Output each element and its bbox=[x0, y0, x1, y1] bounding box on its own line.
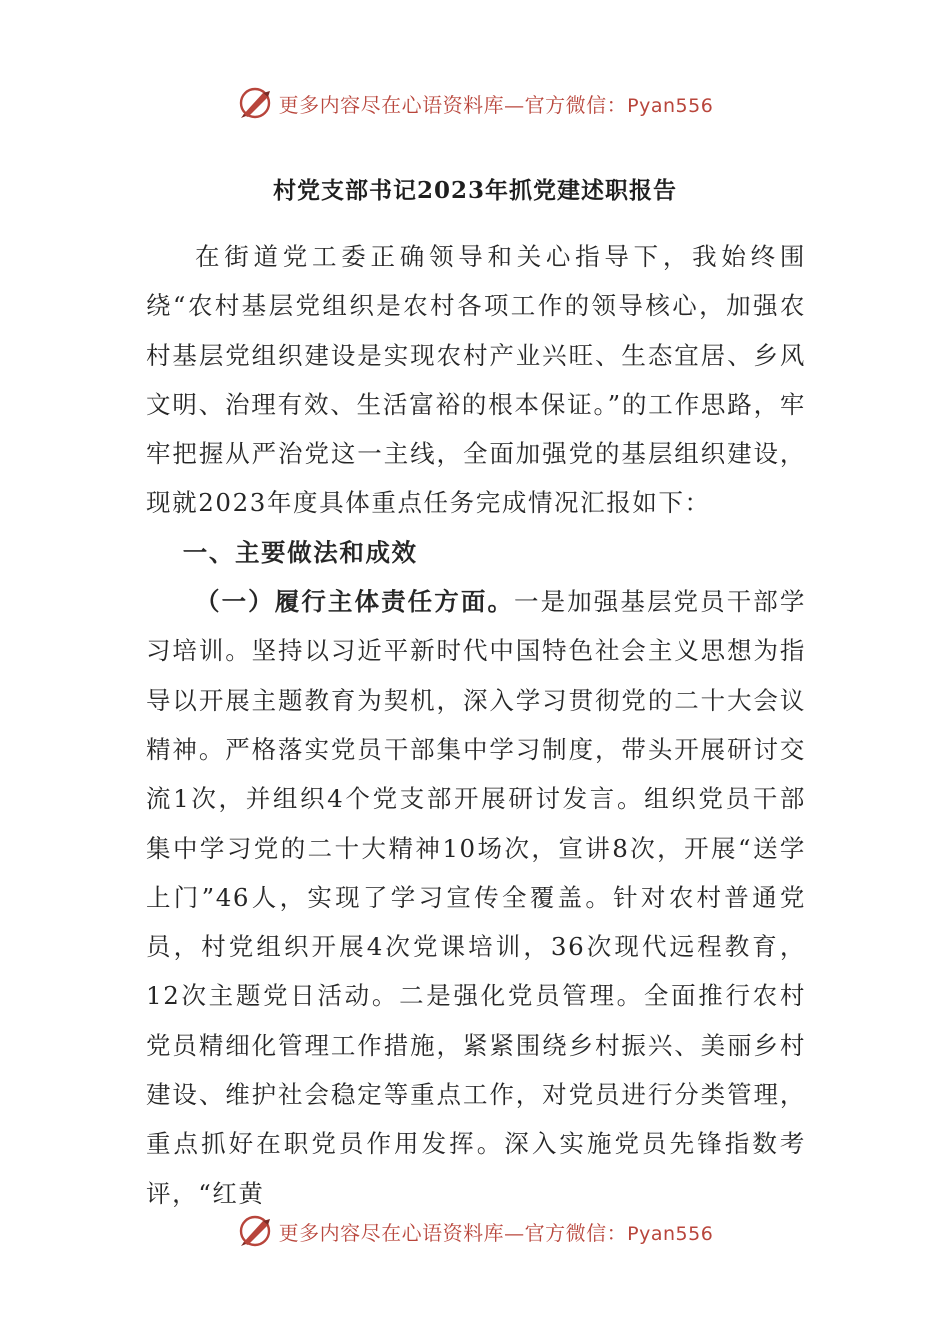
watermark-banner-bottom bbox=[0, 1208, 950, 1254]
watermark-brand: Pyan556 bbox=[627, 94, 714, 117]
watermark-text: 更多内容尽在心语资料库—官方微信：Pyan556 bbox=[278, 92, 714, 117]
subsection-lead: （一）履行主体责任方面。 bbox=[195, 587, 515, 617]
watermark-brand: Pyan556 bbox=[627, 1222, 714, 1245]
document-title: 村党支部书记2023年抓党建述职报告 bbox=[272, 177, 677, 204]
watermark-text: 更多内容尽在心语资料库—官方微信：Pyan556 bbox=[278, 1220, 714, 1245]
subsection-paragraph bbox=[146, 577, 806, 1218]
subsection-body: 一是加强基层党员干部学习培训。坚持以习近平新时代中国特色社会主义思想为指导以开展主题教育为契机，深入学习贯彻党的二十大会议精神。严格落实党员干部集中学习制度，带头开展研讨交流1次，并组织4个党支部开展研讨发言。组织党员干部集中学习党的二十大精神10场次，宣讲8次，开展“送学上门”46人，实现了学习宣传全覆盖。针对农村普通党员，村党组织开展4次党课培训，36次现代远程教育，12次主题党日活动。二是强化党员管理。全面推行农村党员精细化管理工作措施，紧紧围绕乡村振兴、美丽乡村建设、维护社会稳定等重点工作，对党员进行分类管理，重点抓好在职党员作用发挥。深入实施党员先锋指数考评，“红黄 bbox=[146, 587, 806, 1208]
pen-logo-icon bbox=[237, 85, 273, 121]
section-heading: 一、主要做法和成效 bbox=[182, 537, 418, 567]
pen-logo-icon bbox=[237, 1213, 273, 1249]
document-body bbox=[146, 232, 806, 1218]
watermark-banner-top bbox=[0, 80, 950, 126]
intro-paragraph: 在街道党工委正确领导和关心指导下，我始终围绕“农村基层党组织是农村各项工作的领导核心，加强农村基层党组织建设是实现农村产业兴旺、生态宜居、乡风文明、治理有效、生活富裕的根本保证。”的工作思路，牢牢把握从严治党这一主线，全面加强党的基层组织建设，现就2023年度具体重点任务完成情况汇报如下： bbox=[146, 242, 806, 518]
